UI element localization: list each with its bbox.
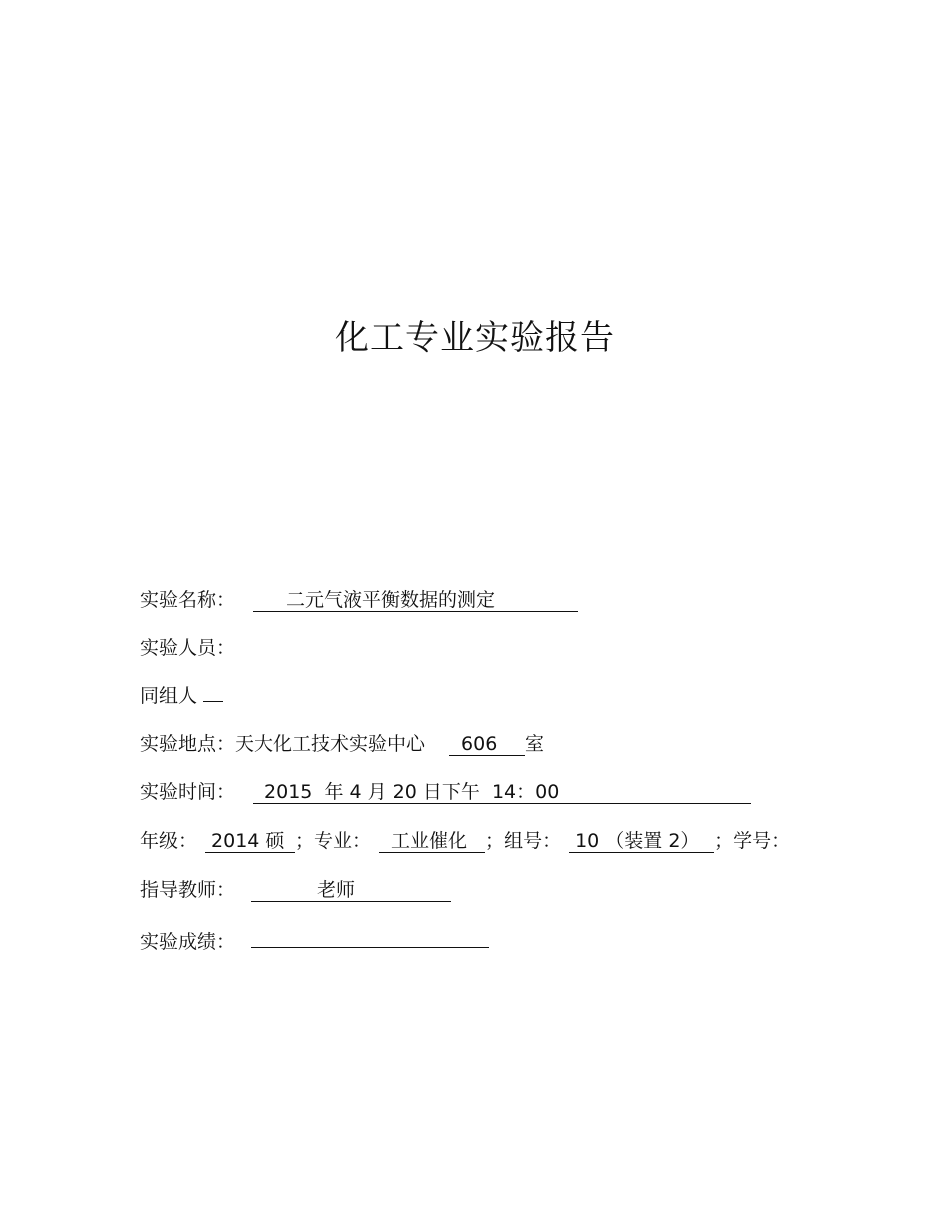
time-label: 实验时间： (140, 781, 236, 803)
advisor-value: 老师 (317, 879, 356, 901)
advisor-field[interactable] (251, 880, 451, 902)
experimenter-row (140, 635, 235, 661)
grade-value: 2014 硕 (211, 830, 285, 852)
time-row (140, 779, 751, 805)
location-label: 实验地点： (140, 733, 236, 755)
grade-label: 年级： (140, 830, 198, 852)
separator: ； (485, 830, 505, 852)
report-title: 化工专业实验报告 (335, 318, 615, 358)
group-no-field[interactable] (569, 831, 714, 853)
score-field[interactable] (251, 926, 489, 948)
group-no-label: 组号： (504, 830, 562, 852)
group-members-label: 同组人 (140, 685, 198, 707)
major-field[interactable] (379, 831, 485, 853)
group-members-field[interactable] (203, 700, 223, 702)
location-row (140, 731, 544, 757)
advisor-row (140, 877, 451, 903)
grade-field[interactable] (205, 831, 295, 853)
time-value: 2015 年 4 月 20 日下午 14：00 (264, 781, 560, 803)
student-id-label: 学号： (733, 830, 791, 852)
group-members-row (140, 683, 223, 709)
grade-row (140, 828, 790, 854)
score-row (140, 926, 489, 952)
location-room-field[interactable] (449, 734, 525, 756)
separator: ； (714, 830, 734, 852)
experiment-name-value: 二元气液平衡数据的测定 (286, 589, 496, 611)
experiment-name-row (140, 587, 578, 613)
experimenter-label: 实验人员： (140, 637, 236, 659)
location-room-suffix: 室 (525, 733, 545, 755)
time-field[interactable] (253, 782, 751, 804)
separator: ； (295, 830, 315, 852)
group-no-value: 10 （装置 2） (575, 830, 700, 852)
major-label: 专业： (314, 830, 372, 852)
location-room-value: 606 (461, 733, 498, 755)
score-label: 实验成绩： (140, 931, 236, 953)
experiment-name-field[interactable] (253, 590, 578, 612)
experiment-name-label: 实验名称： (140, 589, 236, 611)
major-value: 工业催化 (391, 830, 468, 852)
location-place: 天大化工技术实验中心 (235, 733, 426, 755)
advisor-label: 指导教师： (140, 879, 236, 901)
